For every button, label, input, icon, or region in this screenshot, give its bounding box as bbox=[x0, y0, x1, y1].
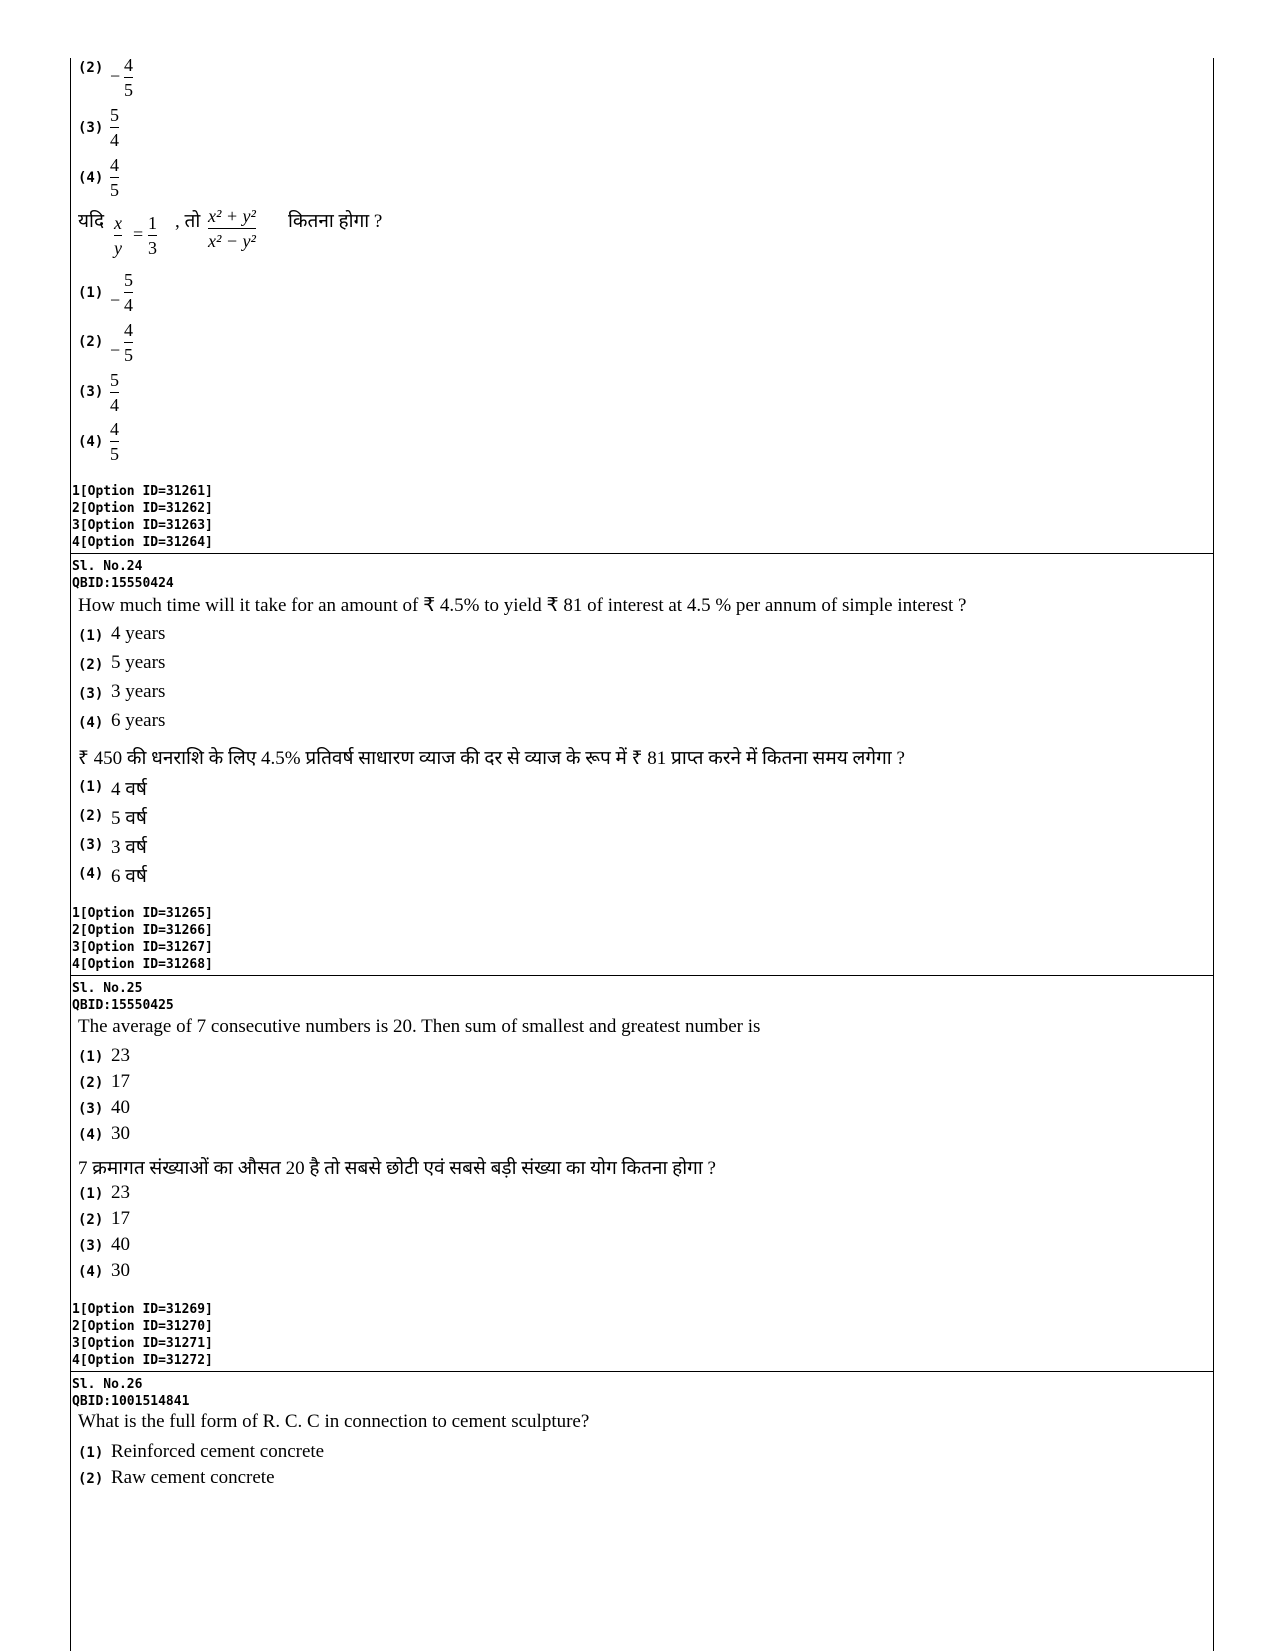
option-text: 3 years bbox=[111, 681, 166, 702]
option-id: 3[Option ID=31263] bbox=[72, 518, 213, 533]
option-number: (1) bbox=[78, 1186, 104, 1202]
hindi-question-suffix: कितना होगा ? bbox=[288, 211, 383, 232]
question-divider bbox=[70, 1371, 1213, 1372]
option-text: 5 years bbox=[111, 652, 166, 673]
option-id: 1[Option ID=31269] bbox=[72, 1302, 213, 1317]
hindi-question: 7 क्रमागत संख्याओं का औसत 20 है तो सबसे छोटी एवं सबसे बड़ी संख्या का योग कितना होगा ? bbox=[78, 1158, 716, 1179]
option-number: (2) bbox=[78, 60, 104, 76]
fraction: 4 5 bbox=[110, 419, 119, 464]
english-question: The average of 7 consecutive numbers is 20. Then sum of smallest and greatest number is bbox=[78, 1016, 761, 1037]
english-question: What is the full form of R. C. C in connection to cement sculpture? bbox=[78, 1411, 590, 1432]
option-id: 1[Option ID=31265] bbox=[72, 906, 213, 921]
minus-sign: − bbox=[110, 66, 121, 86]
english-question: How much time will it take for an amount of ₹ 4.5% to yield ₹ 81 of interest at 4.5 % per annum of simple interest ? bbox=[78, 595, 967, 616]
fraction-one-third: 1 3 bbox=[148, 213, 157, 258]
option-number: (2) bbox=[78, 1075, 104, 1091]
option-number: (1) bbox=[78, 628, 104, 644]
option-text: 4 वर्ष bbox=[111, 779, 147, 800]
minus-sign: − bbox=[110, 290, 121, 310]
option-number: (4) bbox=[78, 715, 104, 731]
option-text: 4 years bbox=[111, 623, 166, 644]
option-number: (3) bbox=[78, 1101, 104, 1117]
fraction: 4 5 bbox=[124, 55, 133, 100]
question-header bbox=[72, 980, 174, 1014]
option-id: 1[Option ID=31261] bbox=[72, 484, 213, 499]
question-divider bbox=[70, 975, 1213, 976]
equals-sign: = bbox=[133, 224, 144, 244]
serial-number: Sl. No.25 bbox=[72, 981, 143, 996]
option-id: 3[Option ID=31271] bbox=[72, 1336, 213, 1351]
option-number: (4) bbox=[78, 170, 104, 186]
option-text: 23 bbox=[111, 1045, 130, 1066]
option-id-list bbox=[72, 1301, 213, 1369]
serial-number: Sl. No.26 bbox=[72, 1377, 143, 1392]
option-text: 17 bbox=[111, 1071, 130, 1092]
option-id-list bbox=[72, 483, 213, 551]
option-id: 4[Option ID=31272] bbox=[72, 1353, 213, 1368]
option-id-list bbox=[72, 905, 213, 973]
option-number: (3) bbox=[78, 384, 104, 400]
option-id: 4[Option ID=31268] bbox=[72, 957, 213, 972]
fraction-expression: x² + y² x² − y² bbox=[208, 206, 256, 251]
option-number: (2) bbox=[78, 1471, 104, 1487]
option-number: (2) bbox=[78, 1212, 104, 1228]
fraction: 5 4 bbox=[110, 105, 119, 150]
hindi-question-connector: , तो bbox=[175, 211, 201, 232]
question-divider bbox=[70, 553, 1213, 554]
option-number: (3) bbox=[78, 686, 104, 702]
option-number: (2) bbox=[78, 808, 104, 824]
option-number: (2) bbox=[78, 334, 104, 350]
option-text: 17 bbox=[111, 1208, 130, 1229]
option-text: 3 वर्ष bbox=[111, 837, 147, 858]
option-number: (3) bbox=[78, 1238, 104, 1254]
option-number: (1) bbox=[78, 285, 104, 301]
option-number: (4) bbox=[78, 1264, 104, 1280]
option-text: 30 bbox=[111, 1123, 130, 1144]
option-text: Reinforced cement concrete bbox=[111, 1441, 325, 1462]
fraction: 4 5 bbox=[110, 155, 119, 200]
question-header bbox=[72, 558, 174, 592]
qbid: QBID:1001514841 bbox=[72, 1394, 190, 1409]
option-number: (2) bbox=[78, 657, 104, 673]
option-number: (4) bbox=[78, 1127, 104, 1143]
qbid: QBID:15550424 bbox=[72, 576, 174, 591]
option-id: 2[Option ID=31266] bbox=[72, 923, 213, 938]
hindi-question-prefix: यदि bbox=[78, 211, 105, 232]
option-number: (1) bbox=[78, 779, 104, 795]
option-id: 2[Option ID=31262] bbox=[72, 501, 213, 516]
option-id: 2[Option ID=31270] bbox=[72, 1319, 213, 1334]
option-number: (4) bbox=[78, 866, 104, 882]
option-number: (4) bbox=[78, 434, 104, 450]
option-text: 30 bbox=[111, 1260, 130, 1281]
fraction-x-over-y: x y bbox=[114, 213, 122, 258]
serial-number: Sl. No.24 bbox=[72, 559, 143, 574]
option-text: 5 वर्ष bbox=[111, 808, 147, 829]
option-text: Raw cement concrete bbox=[111, 1467, 275, 1488]
option-text: 40 bbox=[111, 1234, 130, 1255]
option-text: 6 वर्ष bbox=[111, 866, 147, 887]
question-header bbox=[72, 1376, 189, 1410]
minus-sign: − bbox=[110, 340, 121, 360]
option-number: (1) bbox=[78, 1049, 104, 1065]
qbid: QBID:15550425 bbox=[72, 998, 174, 1013]
option-text: 40 bbox=[111, 1097, 130, 1118]
fraction: 5 4 bbox=[124, 270, 133, 315]
option-id: 4[Option ID=31264] bbox=[72, 535, 213, 550]
fraction: 5 4 bbox=[110, 370, 119, 415]
option-number: (3) bbox=[78, 120, 104, 136]
hindi-question: ₹ 450 की धनराशि के लिए 4.5% प्रतिवर्ष साधारण व्याज की दर से व्याज के रूप में ₹ 81 प्राप्त करने में कितना समय लगेगा ? bbox=[78, 748, 905, 769]
option-text: 6 years bbox=[111, 710, 166, 731]
option-number: (1) bbox=[78, 1445, 104, 1461]
option-number: (3) bbox=[78, 837, 104, 853]
fraction: 4 5 bbox=[124, 320, 133, 365]
option-text: 23 bbox=[111, 1182, 130, 1203]
option-id: 3[Option ID=31267] bbox=[72, 940, 213, 955]
